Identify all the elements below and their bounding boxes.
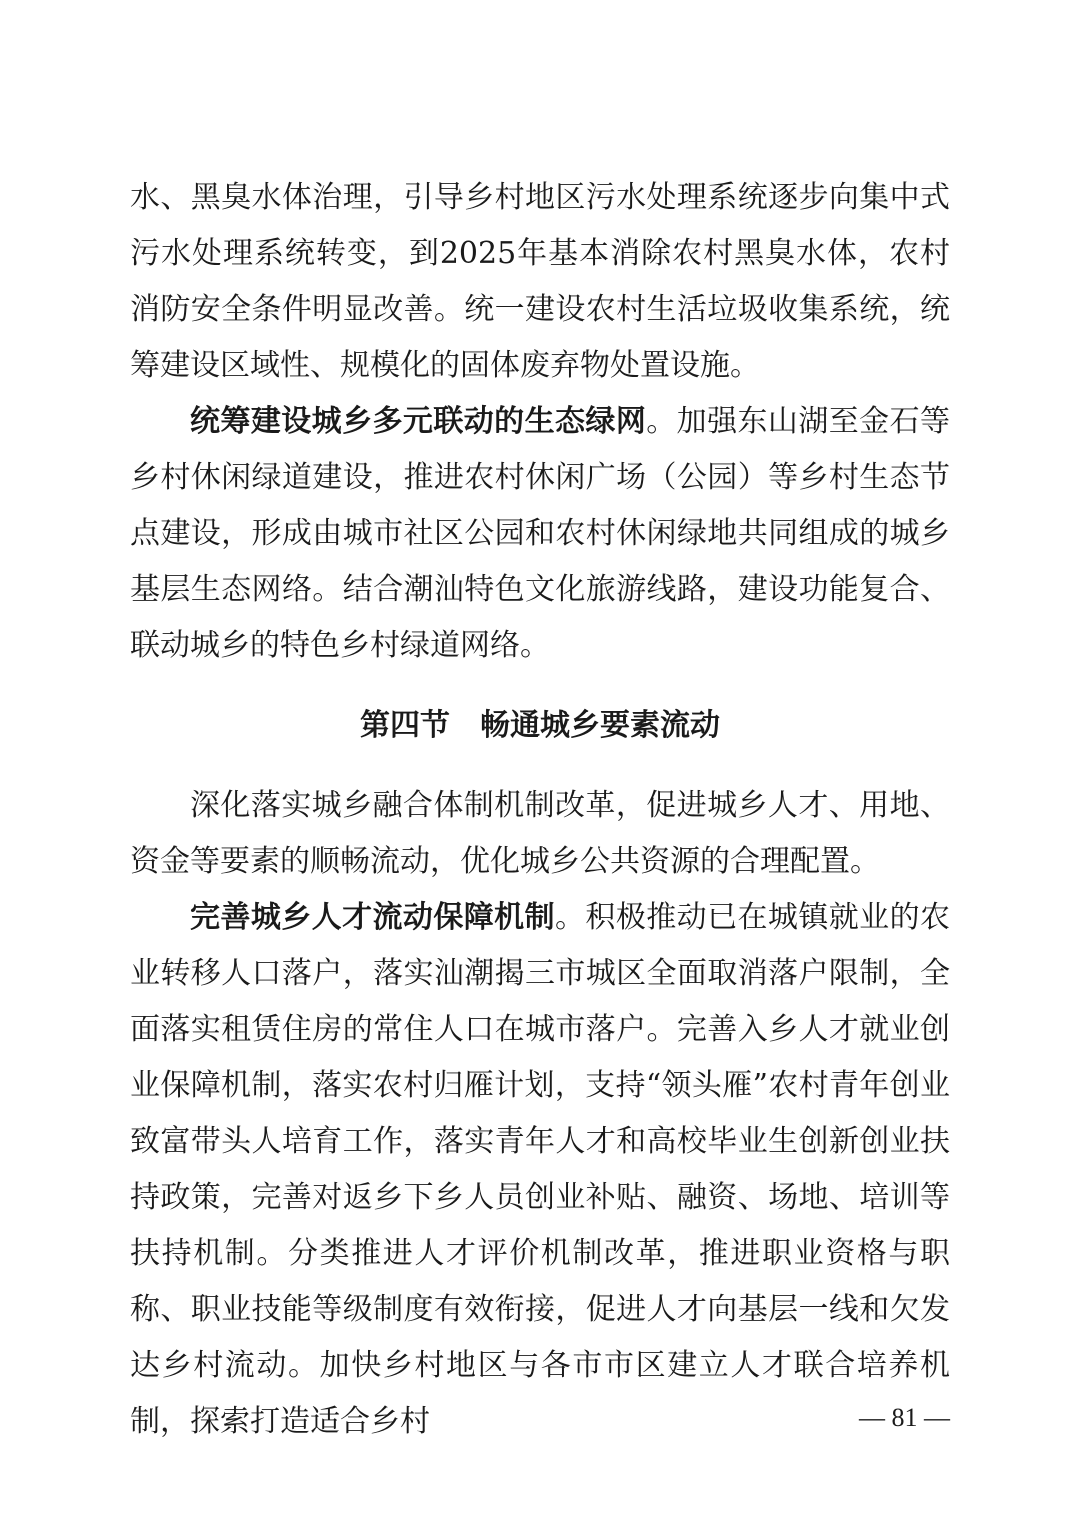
paragraph-ecological-greenway bbox=[130, 394, 950, 674]
section-title: 第四节 畅通城乡要素流动 bbox=[360, 708, 720, 743]
page-number: — 81 — bbox=[859, 1403, 950, 1432]
paragraph-factor-flow-intro: 深化落实城乡融合体制机制改革，促进城乡人才、用地、资金等要素的顺畅流动，优化城乡公共资源的合理配置。 bbox=[130, 788, 950, 879]
paragraph-sewage-treatment: 水、黑臭水体治理，引导乡村地区污水处理系统逐步向集中式污水处理系统转变，到2025年基本消除农村黑臭水体，农村消防安全条件明显改善。统一建设农村生活垃圾收集系统，统筹建设区域性、规模化的固体废弃物处置设施。 bbox=[130, 180, 950, 383]
paragraph-lead-heading: 统筹建设城乡多元联动的生态绿网 bbox=[190, 404, 647, 439]
document-body bbox=[130, 170, 950, 1450]
paragraph-text: 。积极推动已在城镇就业的农业转移人口落户，落实汕潮揭三市城区全面取消落户限制，全面落实租赁住房的常住人口在城市落户。完善入乡人才就业创业保障机制，落实农村归雁计划，支持“领头雁”农村青年创业致富带头人培育工作，落实青年人才和高校毕业生创新创业扶持政策，完善对返乡下乡人员创业补贴、融资、场地、培训等扶持机制。分类推进人才评价机制改革，推进职业资格与职称、职业技能等级制度有效衔接，促进人才向基层一线和欠发达乡村流动。加快乡村地区与各市市区建立人才联合培养机制，探索打造适合乡村 bbox=[130, 900, 950, 1439]
paragraph-text: 。加强东山湖至金石等乡村休闲绿道建设，推进农村休闲广场（公园）等乡村生态节点建设，形成由城市社区公园和农村休闲绿地共同组成的城乡基层生态网络。结合潮汕特色文化旅游线路，建设功能复合、联动城乡的特色乡村绿道网络。 bbox=[130, 404, 950, 663]
paragraph-lead-heading: 完善城乡人才流动保障机制 bbox=[190, 900, 555, 935]
paragraph-talent-mechanism bbox=[130, 890, 950, 1450]
